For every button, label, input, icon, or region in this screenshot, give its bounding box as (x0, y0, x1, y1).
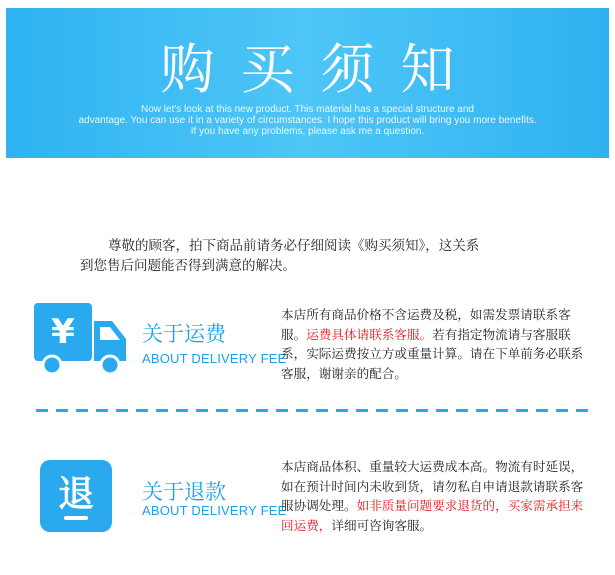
section-subtitle-delivery: ABOUT DELIVERY FEE (142, 351, 287, 366)
banner-subtitle-line: advantage. You can use it in a variety of circumstances. I hope this product will bring you more benefits. (78, 115, 537, 126)
intro-line: 尊敬的顾客，拍下商品前请务必仔细阅读《购买须知》，这关系 (108, 238, 480, 254)
section-title-refund: 关于退款 (142, 480, 226, 504)
refund-tui-icon (40, 460, 112, 532)
intro-line: 到您售后问题能否得到满意的解决。 (80, 258, 296, 274)
banner-subtitle-line: If you have any problems, please ask me a question. (190, 126, 425, 137)
svg-text:¥: ¥ (51, 312, 75, 352)
delivery-truck-yen-icon (34, 303, 128, 375)
intro-paragraph (80, 236, 550, 276)
body-highlight: 运费具体请联系客服。 (306, 326, 433, 342)
section-body-refund (281, 457, 591, 535)
body-text: 详细可咨询客服。 (331, 517, 433, 533)
section-title-delivery: 关于运费 (142, 322, 226, 346)
section-subtitle-refund: ABOUT DELIVERY FEE (142, 503, 287, 518)
svg-text:退: 退 (57, 474, 95, 515)
banner-subtitle-line: Now let's look at this new product. This material has a special structure and (141, 104, 474, 115)
section-body-delivery (281, 305, 591, 383)
header-banner (6, 8, 609, 158)
dashed-divider (36, 409, 594, 412)
body-text: 本店商品体积、重量较大运费成本高。物流有时延误，如在预计时间内未收到货，请勿私自申请退款请联系客服协调处理。 (281, 459, 584, 513)
body-text: 若有指定物流请与客服联系，实际运费按立方或重量计算。请在下单前务必联系客服，谢谢亲的配合。 (281, 326, 584, 381)
body-highlight: 如非质量问题要求退货的，买家需承担来回运费， (281, 498, 584, 533)
body-text: 本店所有商品价格不含运费及税，如需发票请联系客服。 (281, 307, 571, 342)
banner-subtitle (6, 104, 609, 137)
banner-title: 购买须知 (160, 38, 481, 101)
